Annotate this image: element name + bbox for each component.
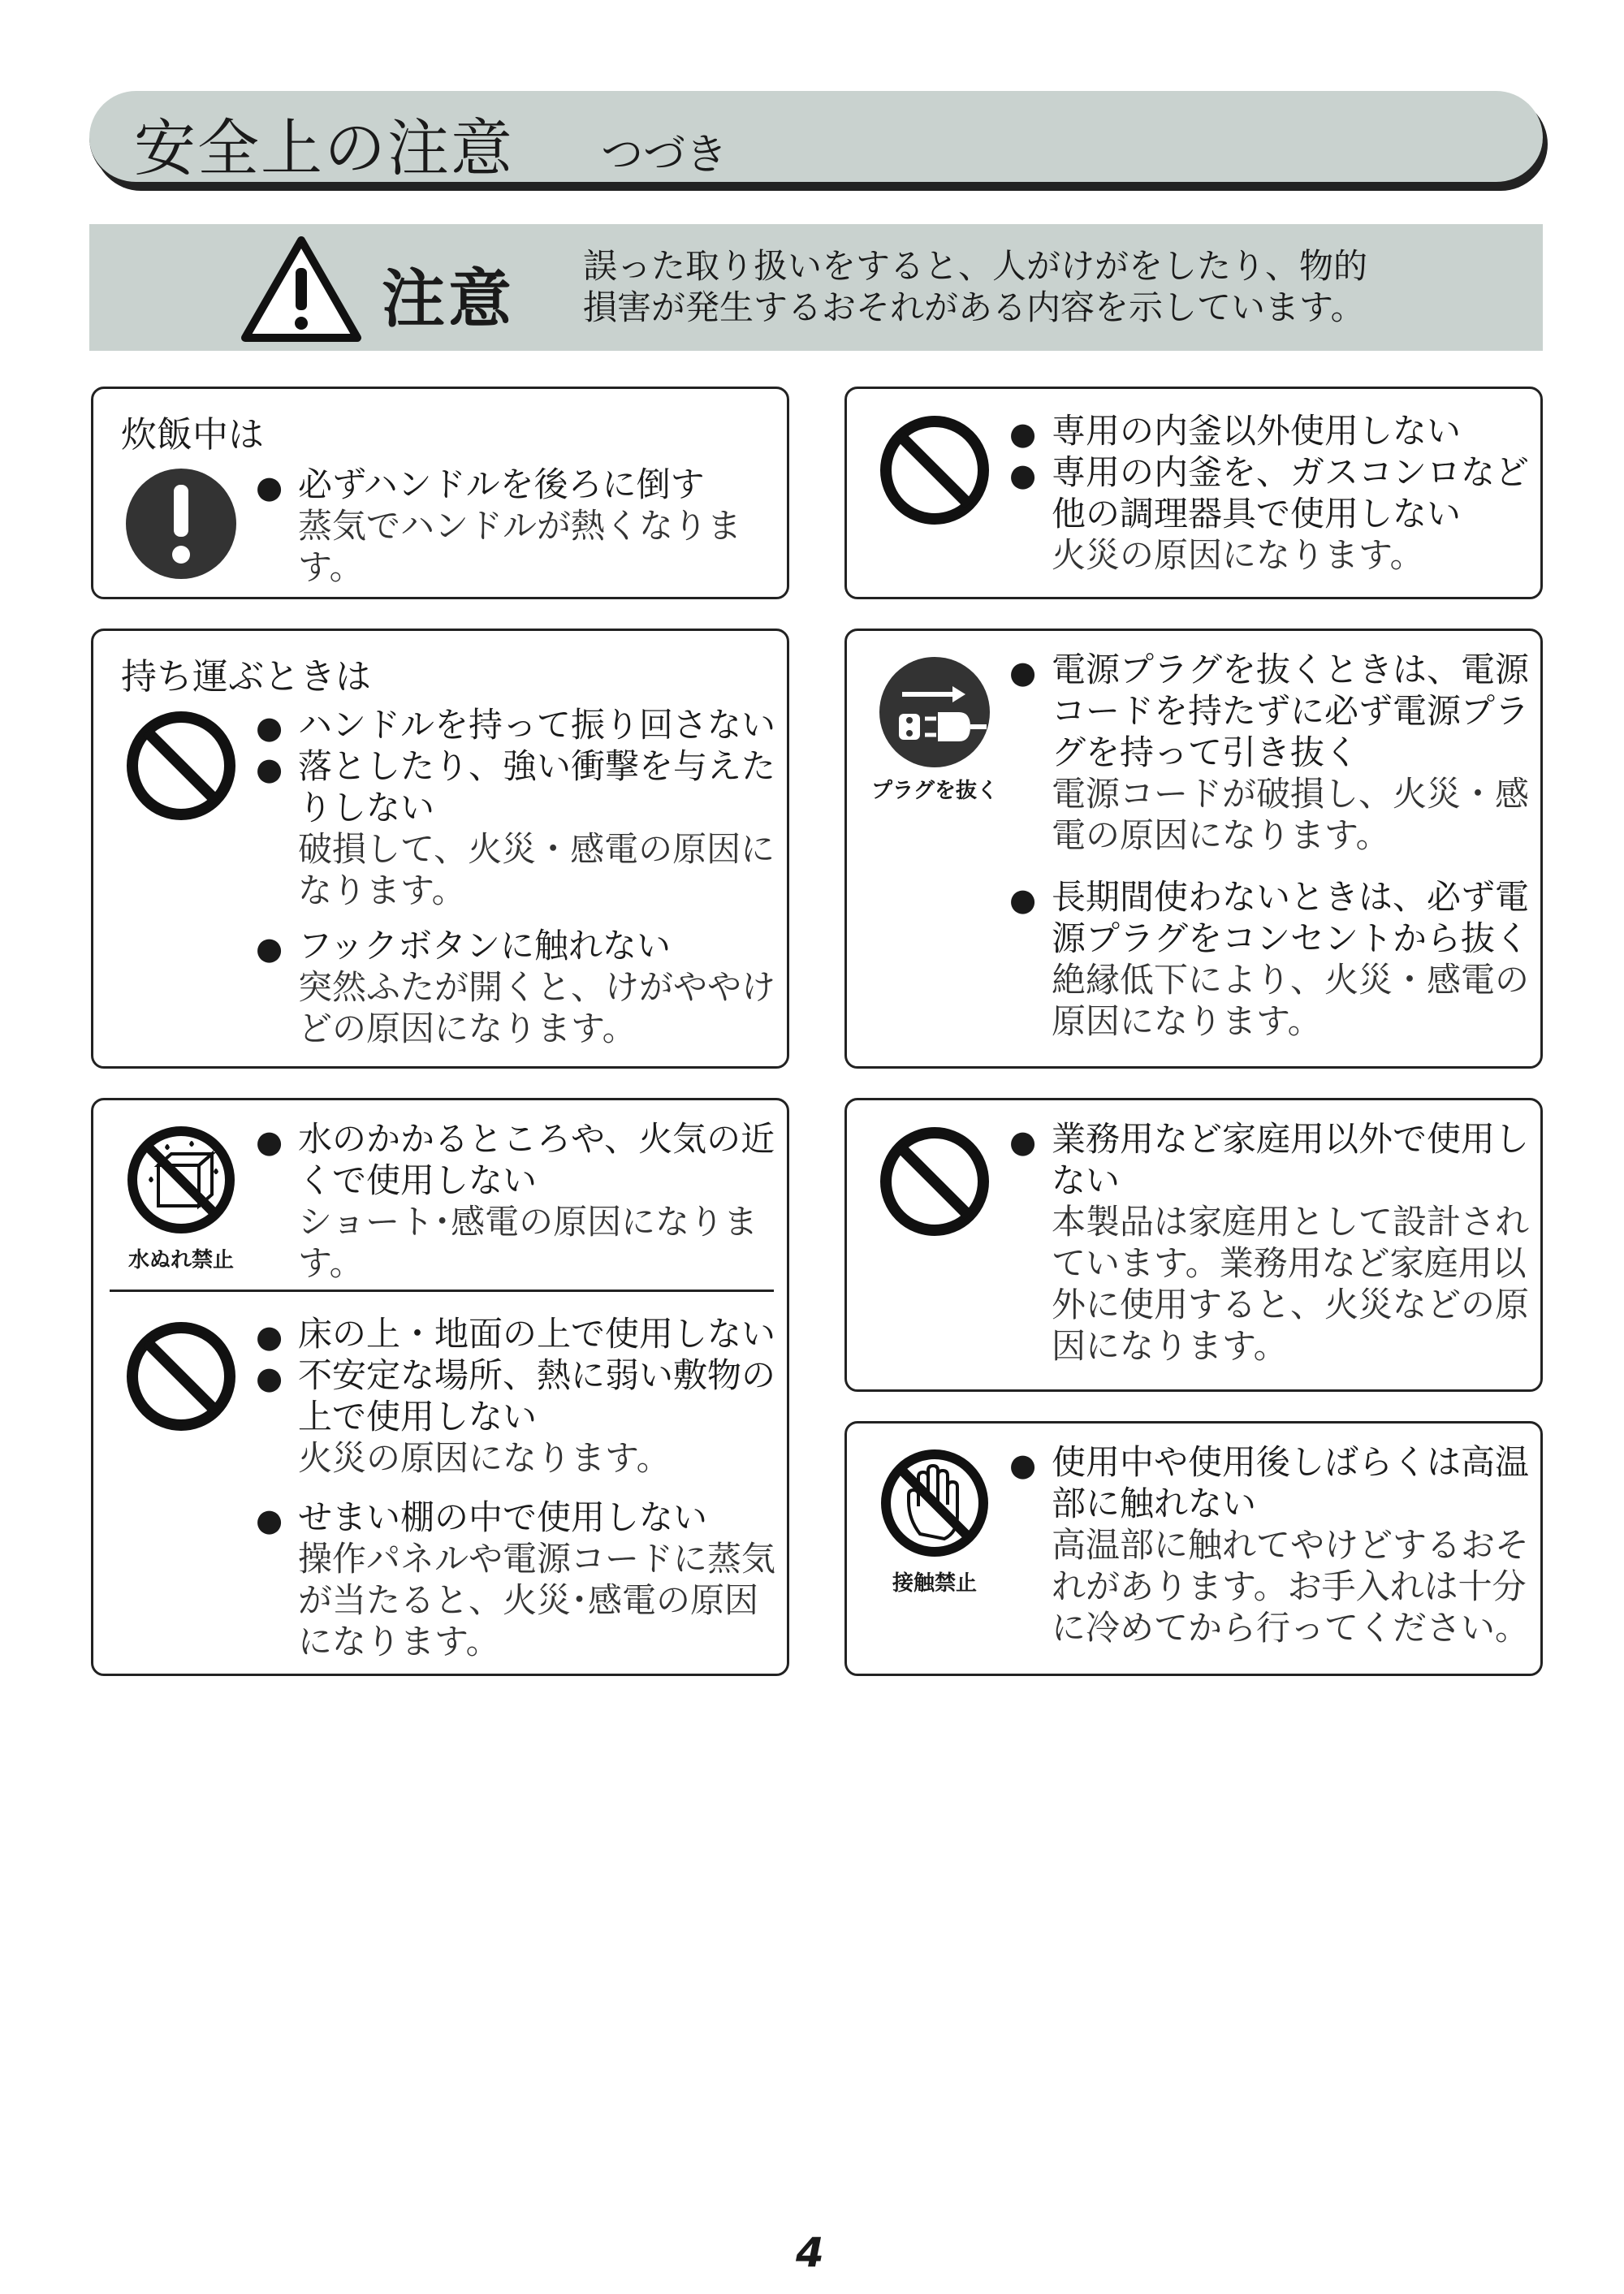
item-text: せまい棚の中で使用しない [298, 1497, 708, 1537]
item-text: 他の調理器具で使用しない [1052, 494, 1462, 534]
item-text: 電源プラグを抜くときは、電源 [1052, 650, 1530, 689]
item-text: 専用の内釜以外使用しない [1052, 411, 1462, 451]
item-note: 外に使用すると、火災などの原 [1052, 1285, 1530, 1324]
item-note: 因になります。 [1052, 1326, 1288, 1366]
box-heading: 炊飯中は [121, 414, 264, 456]
prohibited-icon [878, 1125, 991, 1238]
list-item [256, 1313, 775, 1354]
item-text: りしない [298, 788, 435, 827]
item-note: になります。 [298, 1622, 500, 1661]
bullet-icon: ● [1009, 655, 1037, 690]
item-note: 電の原因になります。 [1052, 815, 1390, 855]
item-text: 長期間使わないときは、必ず電 [1052, 877, 1530, 917]
bullet-icon: ● [1009, 457, 1037, 493]
unplug-icon [878, 655, 991, 769]
bullet-icon: ● [256, 931, 283, 966]
list-item [256, 704, 775, 745]
bullet-icon: ● [1009, 416, 1037, 451]
list-item [1009, 649, 1529, 856]
bullet-icon: ● [256, 1360, 283, 1396]
hot-surface-caution-box [844, 1421, 1543, 1676]
item-text: 源プラグをコンセントから抜く [1052, 918, 1530, 958]
item-note: に冷めてから行ってください。 [1052, 1608, 1530, 1648]
caution-description-line: 誤った取り扱いをすると、人がけがをしたり、物的 [583, 246, 1368, 286]
box-heading: 持ち運ぶときは [121, 656, 371, 698]
item-text: コードを持たずに必ず電源プラ [1052, 691, 1530, 731]
bullet-icon: ● [256, 1124, 283, 1160]
inner-pot-caution-box [844, 387, 1543, 599]
list-item [1009, 410, 1529, 451]
item-note: 蒸気でハンドルが熱くなります。 [298, 506, 742, 587]
item-text: グを持って引き抜く [1052, 732, 1359, 772]
item-note: 絶縁低下により、火災・感電の [1052, 960, 1530, 1000]
carrying-caution-box [91, 629, 789, 1069]
list-item [1009, 451, 1529, 576]
item-note: 火災の原因になります。 [1052, 535, 1424, 575]
item-note: 火災の原因になります。 [298, 1438, 671, 1478]
item-text: 部に触れない [1052, 1484, 1257, 1523]
section-title-bar [89, 91, 1543, 184]
item-note: 操作パネルや電源コードに蒸気 [298, 1539, 776, 1579]
item-note: ています。業務用など家庭用以 [1052, 1243, 1527, 1283]
icon-caption: プラグを抜く [870, 779, 998, 803]
cooking-caution-box [91, 387, 789, 599]
item-note: どの原因になります。 [298, 1009, 637, 1048]
icon-caption: 接触禁止 [892, 1571, 977, 1596]
item-note: なります。 [298, 871, 466, 910]
item-text: くで使用しない [298, 1160, 538, 1200]
section-divider [110, 1290, 774, 1292]
item-note: が当たると、火災･感電の原因 [298, 1580, 759, 1620]
bullet-icon: ● [256, 710, 283, 745]
caution-banner [89, 224, 1543, 351]
item-text: ハンドルを持って振り回さない [298, 705, 776, 745]
bullet-icon: ● [1009, 882, 1037, 918]
item-text: 上で使用しない [298, 1397, 538, 1436]
item-text: ない [1052, 1160, 1121, 1200]
bullet-icon: ● [1009, 1124, 1037, 1160]
list-item [1009, 1441, 1529, 1648]
list-item [256, 1497, 775, 1662]
list-item [256, 1354, 775, 1479]
list-item [256, 925, 775, 1049]
item-text: 業務用など家庭用以外で使用し [1052, 1119, 1530, 1159]
list-item [1009, 876, 1529, 1042]
warning-triangle-icon [240, 234, 362, 343]
bullet-icon: ● [256, 1319, 283, 1354]
item-text: 専用の内釜を、ガスコンロなど [1052, 452, 1530, 492]
page-number: 4 [796, 2229, 824, 2276]
prohibited-icon [878, 413, 991, 527]
item-note: 高温部に触れてやけどするおそ [1052, 1525, 1530, 1565]
page-title: 安全上の注意 [134, 112, 514, 184]
item-text: 必ずハンドルを後ろに倒す [298, 464, 705, 504]
caution-label: 注意 [382, 263, 516, 336]
item-note: 突然ふたが開くと、けがややけ [298, 967, 776, 1007]
item-note: 電源コードが破損し、火災・感 [1052, 774, 1530, 814]
list-item [256, 464, 775, 588]
household-use-caution-box [844, 1098, 1543, 1392]
item-text: フックボタンに触れない [298, 926, 672, 966]
power-plug-caution-box [844, 629, 1543, 1069]
item-text: 落としたり、強い衝撃を与えた [298, 746, 776, 786]
no-touch-icon [878, 1446, 991, 1560]
list-item [1009, 1118, 1529, 1367]
bullet-icon: ● [256, 469, 283, 505]
bullet-icon: ● [256, 1502, 283, 1538]
item-text: 不安定な場所、熱に弱い敷物の [298, 1355, 776, 1395]
item-note: 原因になります。 [1052, 1001, 1322, 1041]
prohibited-icon [124, 709, 238, 823]
item-text: 使用中や使用後しばらくは高温 [1052, 1442, 1530, 1482]
icon-caption: 水ぬれ禁止 [127, 1248, 234, 1272]
page-subtitle: つづき [601, 131, 728, 179]
item-note: 本製品は家庭用として設計され [1052, 1202, 1530, 1242]
bullet-icon: ● [256, 751, 283, 787]
mandatory-action-icon [124, 467, 238, 581]
list-item [256, 745, 775, 911]
item-text: 水のかかるところや、火気の近 [298, 1119, 775, 1159]
caution-description-line: 損害が発生するおそれがある内容を示しています。 [583, 287, 1365, 327]
prohibited-icon [124, 1320, 238, 1433]
item-note: れがあります。お手入れは十分 [1052, 1566, 1527, 1606]
no-water-icon [124, 1123, 238, 1237]
caution-description [583, 245, 1517, 328]
item-note: 破損して、火災・感電の原因に [298, 829, 775, 869]
item-note: ショート･感電の原因になります。 [298, 1202, 758, 1283]
bullet-icon: ● [1009, 1447, 1037, 1483]
location-caution-box [91, 1098, 789, 1676]
item-text: 床の上・地面の上で使用しない [298, 1314, 776, 1354]
list-item [256, 1118, 775, 1284]
